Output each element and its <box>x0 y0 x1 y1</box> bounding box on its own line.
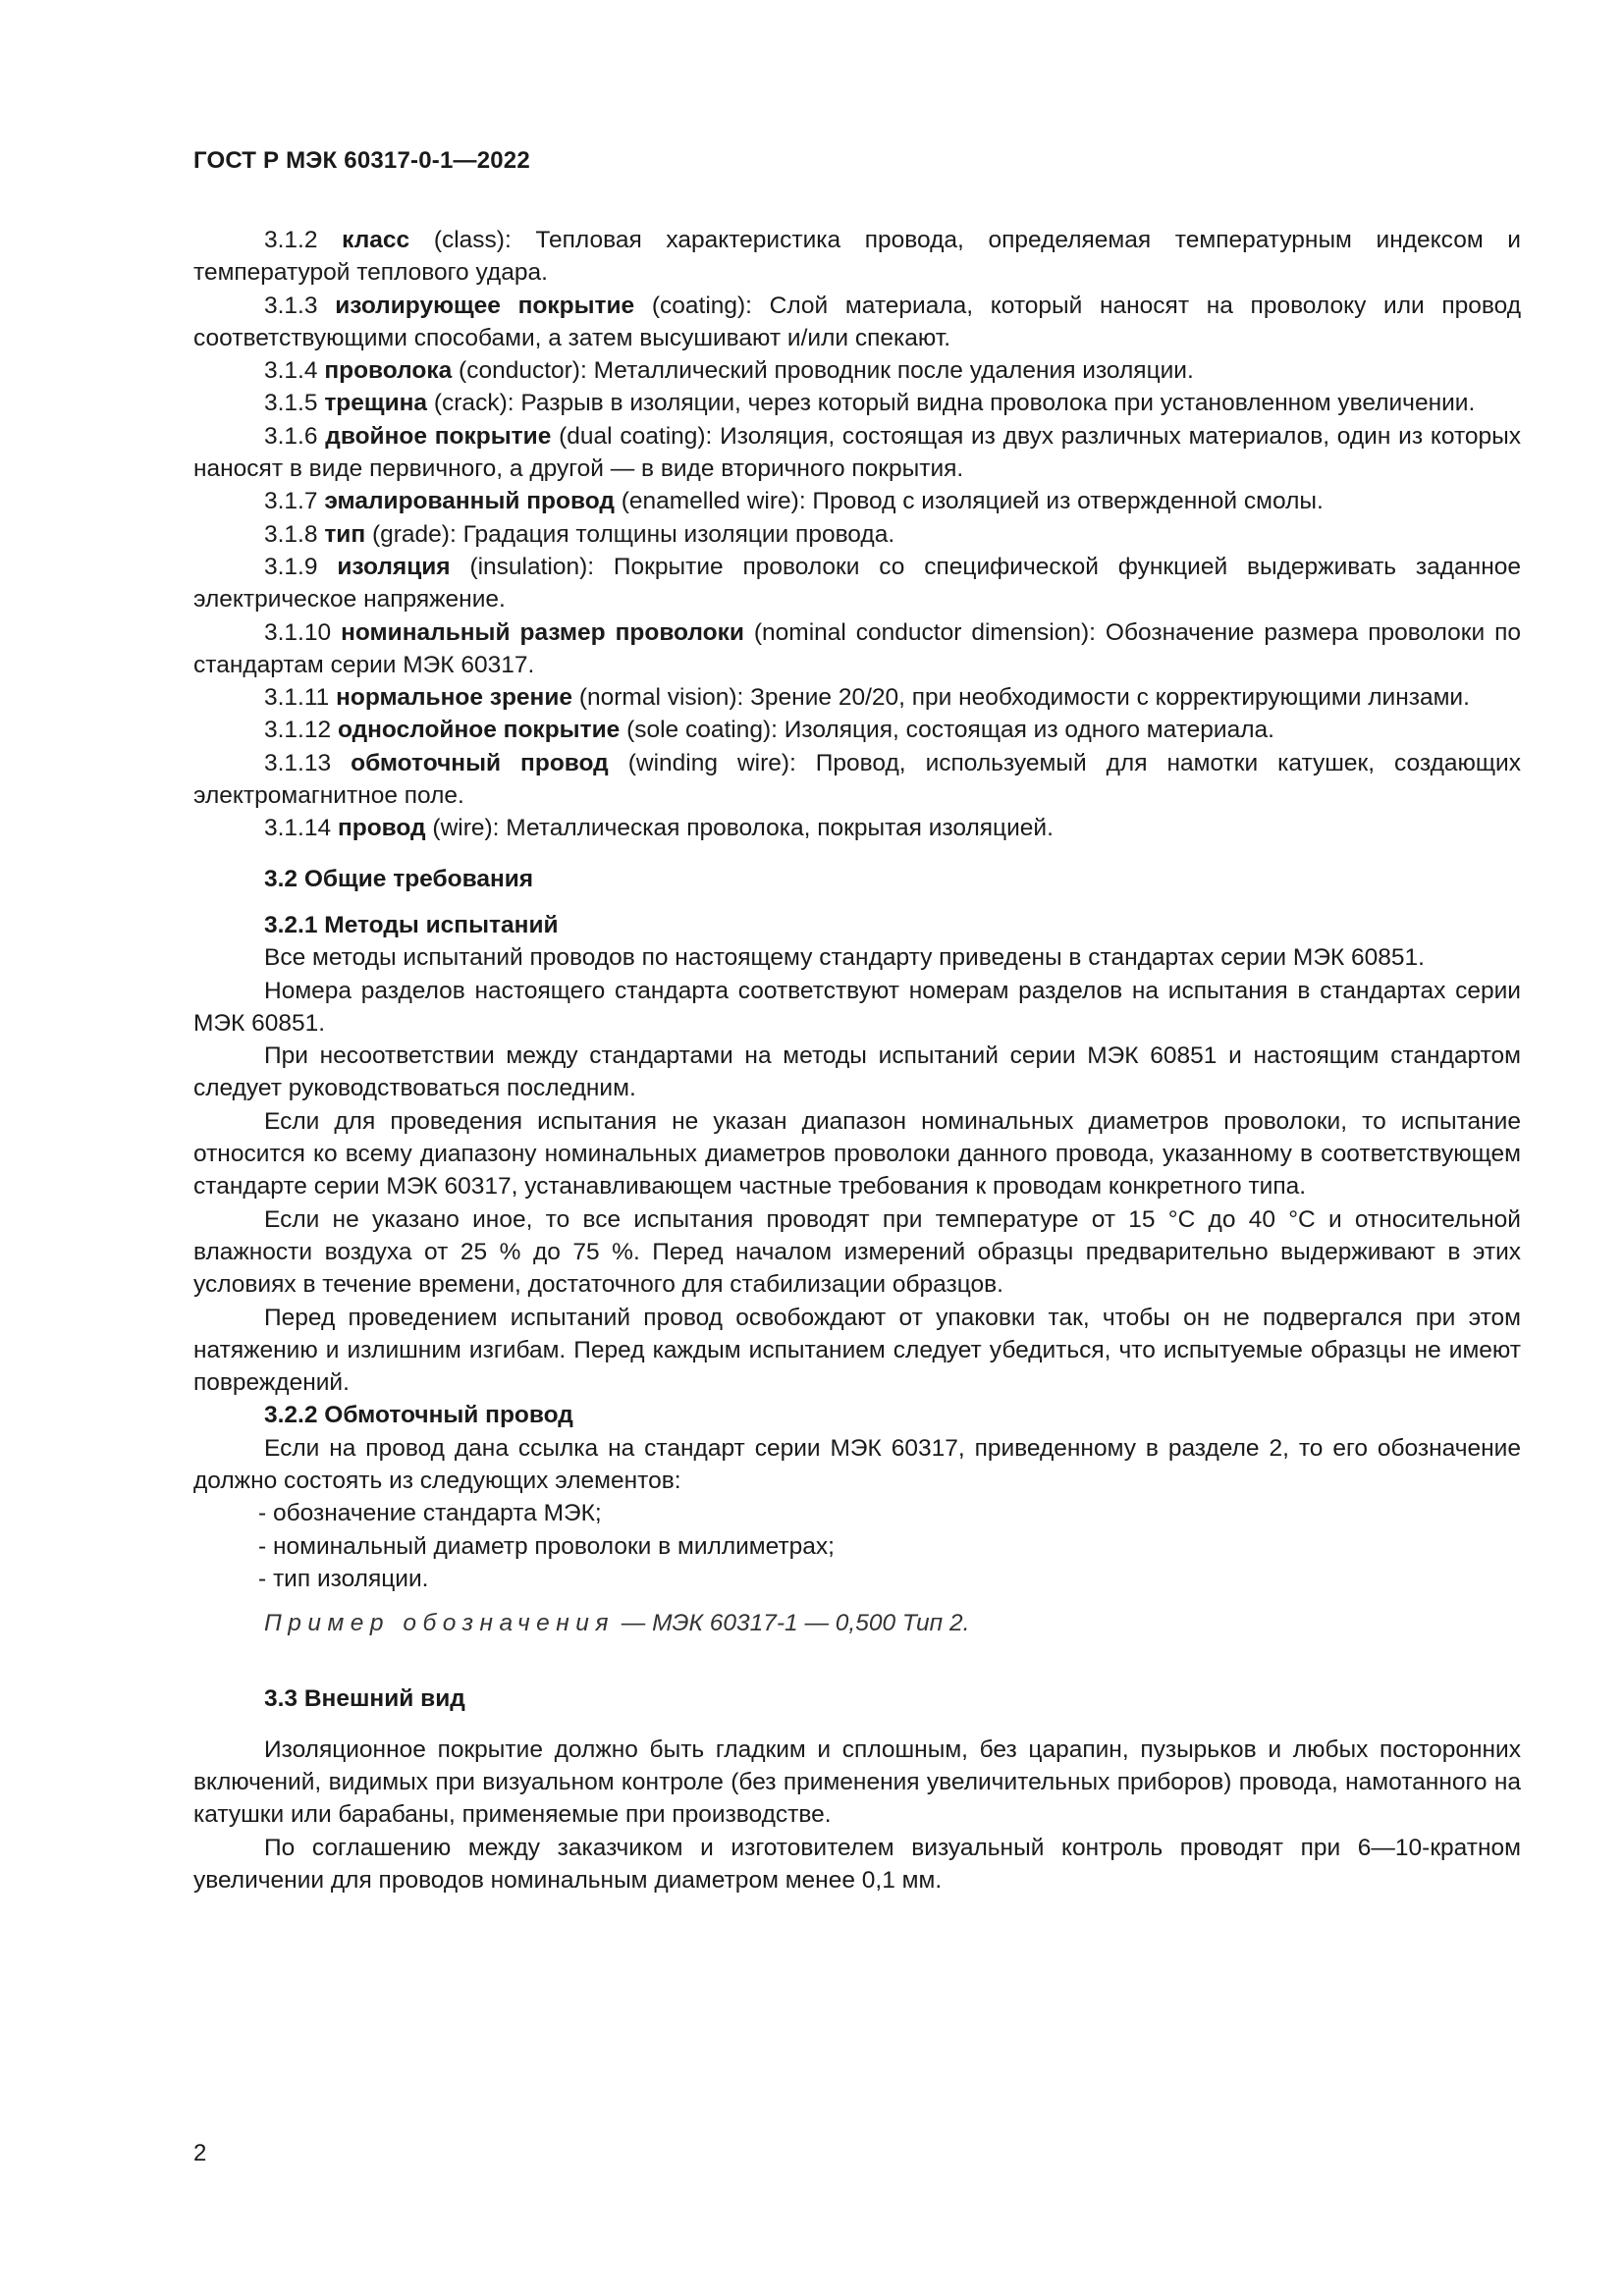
definition-number: 3.1.7 <box>264 488 318 515</box>
definition-item <box>193 354 1521 387</box>
definition-text: (dual coating): Изоляция, состоящая из двух различных материалов, один из которых наносят в виде первичного, а другой — в виде вторичного покрытия. <box>193 422 1522 483</box>
definition-text: (coating): Слой материала, который наносят на проволоку или провод соответствующими способами, а затем высушивают и/или спекают. <box>193 292 1521 351</box>
definition-item <box>193 812 1521 844</box>
example-label: Пример обозначения <box>264 1610 615 1637</box>
definition-item <box>193 714 1521 746</box>
definition-term: провод <box>337 815 426 842</box>
definition-text: (wire): Металлическая проволока, покрытая изоляцией. <box>425 815 1054 842</box>
definition-text: (enamelled wire): Провод с изоляцией из отвержденной смолы. <box>614 488 1324 515</box>
definition-term: трещина <box>324 390 428 417</box>
definitions-list <box>193 224 1521 845</box>
definition-text: (grade): Градация толщины изоляции провода. <box>365 520 895 548</box>
definition-text: (crack): Разрыв в изоляции, через который видна проволока при установленном увеличении. <box>427 390 1476 417</box>
paragraph: Если для проведения испытания не указан диапазон номинальных диаметров проволоки, то испытание относится ко всему диапазону номинальных диаметров проволоки данного провода, указанному в соответствующем стандарте серии МЭК 60317, устанавливающем частные требования к проводам конкретного типа. <box>193 1107 1521 1201</box>
definition-number: 3.1.14 <box>264 815 332 842</box>
definition-number: 3.1.10 <box>264 618 332 646</box>
definition-term: изолирующее покрытие <box>335 292 635 319</box>
definition-term: проволока <box>324 357 453 385</box>
definition-term: эмалированный провод <box>324 488 615 515</box>
definition-term: тип <box>324 520 366 548</box>
definition-number: 3.1.2 <box>264 227 318 253</box>
paragraph: При несоответствии между стандартами на методы испытаний серии МЭК 60851 и настоящим стандартом следует руководствоваться последним. <box>193 1042 1521 1102</box>
page-number: 2 <box>193 2140 207 2166</box>
definition-item <box>193 420 1521 486</box>
paragraph: По соглашению между заказчиком и изготовителем визуальный контроль проводят при 6—10-кратном увеличении для проводов номинальным диаметром менее 0,1 мм. <box>193 1834 1521 1894</box>
definition-term: изоляция <box>337 553 451 580</box>
definition-term: однослойное покрытие <box>337 717 621 744</box>
section-heading-3-3: 3.3 Внешний вид <box>264 1685 465 1713</box>
document-header: ГОСТ Р МЭК 60317-0-1—2022 <box>193 147 530 174</box>
definition-number: 3.1.6 <box>264 422 318 450</box>
list-item: - обозначение стандарта МЭК; <box>258 1500 602 1527</box>
designation-example <box>193 1607 1521 1639</box>
example-text: — МЭК 60317-1 — 0,500 Тип 2. <box>614 1610 970 1637</box>
definition-term: нормальное зрение <box>336 684 573 712</box>
definition-item <box>193 551 1521 616</box>
section-heading-3-2: 3.2 Общие требования <box>264 865 534 892</box>
definition-term: двойное покрытие <box>325 422 552 450</box>
definition-term: класс <box>342 227 410 253</box>
definition-text: (nominal conductor dimension): Обозначение размера проволоки по стандартам серии МЭК 60317. <box>193 618 1522 678</box>
definition-item <box>193 387 1521 419</box>
definition-number: 3.1.8 <box>264 520 318 548</box>
definition-item <box>193 518 1521 551</box>
definition-item <box>193 290 1521 355</box>
paragraph: Изоляционное покрытие должно быть гладким и сплошным, без царапин, пузырьков и любых посторонних включений, видимых при визуальном контроле (без применения увеличительных приборов) провода, намотанного на катушки или барабаны, применяемые при производстве. <box>193 1735 1521 1829</box>
definition-number: 3.1.3 <box>264 292 318 319</box>
definition-item <box>193 681 1521 714</box>
definition-item <box>193 224 1521 290</box>
definition-text: (winding wire): Провод, используемый для намотки катушек, создающих электромагнитное поле. <box>193 749 1521 810</box>
definition-number: 3.1.4 <box>264 357 318 385</box>
paragraph: Если не указано иное, то все испытания проводят при температуре от 15 °С до 40 °С и относительной влажности воздуха от 25 % до 75 %. Перед началом измерений образцы предварительно выдерживают в этих условиях в течение времени, достаточного для стабилизации образцов. <box>193 1205 1521 1299</box>
paragraph: Номера разделов настоящего стандарта соответствуют номерам разделов на испытания в стандартах серии МЭК 60851. <box>193 977 1521 1037</box>
paragraph: Если на провод дана ссылка на стандарт серии МЭК 60317, приведенному в разделе 2, то его обозначение должно состоять из следующих элементов: <box>193 1434 1521 1494</box>
document-body <box>193 224 1521 1896</box>
definition-term: номинальный размер проволоки <box>341 618 744 646</box>
definition-number: 3.1.11 <box>264 684 330 712</box>
definition-number: 3.1.12 <box>264 717 332 744</box>
definition-text: (conductor): Металлический проводник после удаления изоляции. <box>452 357 1194 385</box>
definition-text: (class): Тепловая характеристика провода, определяемая температурным индексом и температурой теплового удара. <box>193 227 1521 287</box>
definition-number: 3.1.13 <box>264 749 332 776</box>
definition-term: обмоточный провод <box>351 749 609 776</box>
definition-number: 3.1.9 <box>264 553 318 580</box>
paragraph: Все методы испытаний проводов по настоящему стандарту приведены в стандартах серии МЭК 60851. <box>264 944 1425 972</box>
definition-number: 3.1.5 <box>264 390 318 417</box>
list-item: - тип изоляции. <box>258 1565 429 1592</box>
subsection-heading-3-2-2: 3.2.2 Обмоточный провод <box>264 1402 573 1429</box>
paragraph: Перед проведением испытаний провод освобождают от упаковки так, чтобы он не подвергался при этом натяжению и излишним изгибам. Перед каждым испытанием следует убедиться, что испытуемые образцы не имеют повреждений. <box>193 1304 1521 1397</box>
list-item: - номинальный диаметр проволоки в миллиметрах; <box>258 1532 835 1560</box>
definition-item <box>193 485 1521 517</box>
definition-text: (normal vision): Зрение 20/20, при необходимости с корректирующими линзами. <box>572 684 1470 712</box>
definition-item <box>193 747 1521 813</box>
definition-text: (sole coating): Изоляция, состоящая из одного материала. <box>620 717 1274 744</box>
definition-text: (insulation): Покрытие проволоки со специфической функцией выдерживать заданное электрическое напряжение. <box>193 553 1521 614</box>
definition-item <box>193 616 1521 682</box>
subsection-heading-3-2-1: 3.2.1 Методы испытаний <box>264 911 559 938</box>
